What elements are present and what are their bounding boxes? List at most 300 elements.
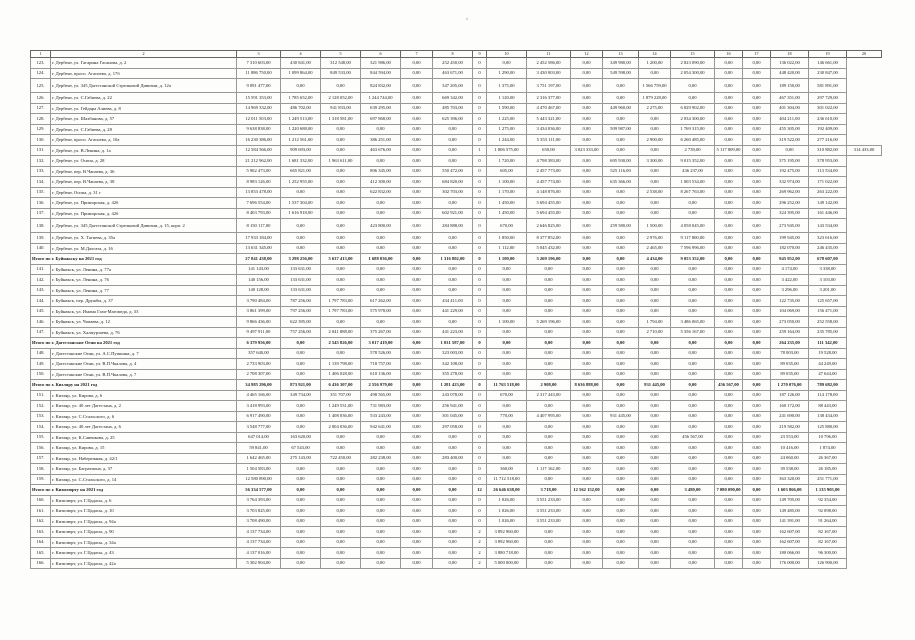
value-cell: 0,00	[281, 422, 321, 433]
row-number-cell: Итого по г. Дагестанские Огни на 2021 год	[31, 338, 237, 349]
value-cell: 0,00	[671, 93, 715, 104]
value-cell: 0,00	[603, 296, 639, 307]
value-cell: 463 671,00	[433, 68, 473, 79]
value-cell: 5 356 167,00	[671, 327, 715, 338]
value-cell: 0,00	[715, 166, 743, 177]
value-cell: 0,00	[603, 114, 639, 125]
row-number-cell: 154.	[31, 422, 51, 433]
table-row	[31, 464, 882, 475]
value-cell: 3 892 960,00	[487, 527, 527, 538]
value-cell: 82 167,00	[809, 537, 847, 548]
column-header-15: 15	[671, 51, 715, 58]
value-cell: 0,00	[743, 103, 771, 114]
value-cell: 0	[473, 264, 487, 275]
value-cell: 0,00	[487, 348, 527, 359]
value-cell: 0,00	[671, 558, 715, 569]
value-cell: 3 892 960,00	[487, 537, 527, 548]
value-cell: 2 054 300,00	[671, 68, 715, 79]
value-cell: 277 216,00	[809, 135, 847, 146]
value-cell: 0,00	[361, 233, 401, 244]
value-cell: 3 880 718,00	[487, 548, 527, 559]
value-cell: 1 003 534,00	[671, 177, 715, 188]
value-cell: 1 109,00	[487, 254, 527, 265]
value-cell: 0,00	[571, 93, 603, 104]
value-cell: 0,00	[603, 187, 639, 198]
value-cell: 0,00	[401, 348, 433, 359]
value-cell: 0,00	[671, 495, 715, 506]
value-cell: 0,00	[639, 516, 671, 527]
value-cell: 622 395,00	[281, 317, 321, 328]
value-cell: 26 367,00	[809, 453, 847, 464]
table-row	[31, 411, 882, 422]
value-cell: 0,00	[321, 527, 361, 538]
row-number-cell: 149.	[31, 359, 51, 370]
column-header-9: 9	[473, 51, 487, 58]
value-cell: 1 031 587,00	[433, 338, 473, 349]
value-cell: 0,00	[571, 495, 603, 506]
value-cell: 192 475,00	[771, 166, 809, 177]
value-cell: 0,00	[571, 114, 603, 125]
value-cell: 0,00	[571, 558, 603, 569]
value-cell: 1 244,00	[487, 135, 527, 146]
value-cell: 0,00	[639, 285, 671, 296]
value-cell: 2 708 307,00	[237, 369, 281, 380]
value-cell: 0,00	[715, 537, 743, 548]
value-cell: 0,00	[639, 68, 671, 79]
value-cell: 456 567,00	[715, 380, 743, 391]
value-cell: 133 631,00	[281, 285, 321, 296]
table-row	[31, 537, 882, 548]
value-cell: 21 212 962,00	[237, 156, 281, 167]
value-cell: 0,00	[401, 114, 433, 125]
value-cell: 0,00	[571, 264, 603, 275]
row-number-cell: 143.	[31, 285, 51, 296]
value-cell: 0,00	[571, 359, 603, 370]
row-number-cell: 152.	[31, 401, 51, 412]
value-cell: 0,00	[603, 527, 639, 538]
value-cell: 434 411,00	[433, 296, 473, 307]
value-cell: 34 985 296,00	[237, 380, 281, 391]
value-cell: 0,00	[571, 296, 603, 307]
value-cell: 942 641,00	[361, 422, 401, 433]
table-row	[31, 145, 882, 156]
row-number-cell: 164.	[31, 537, 51, 548]
value-cell: 0,00	[527, 296, 571, 307]
value-cell: 0,00	[433, 233, 473, 244]
value-cell: 2 733 903,00	[237, 359, 281, 370]
value-cell: 0,00	[401, 264, 433, 275]
value-cell: 909 693,00	[281, 145, 321, 156]
value-cell: 0,00	[743, 79, 771, 93]
value-cell: 797 256,00	[281, 306, 321, 317]
table-row	[31, 243, 882, 254]
value-cell: 0,00	[603, 145, 639, 156]
value-cell: 0,00	[743, 275, 771, 286]
value-cell: 0,00	[571, 548, 603, 559]
value-cell: 264 235,00	[771, 338, 809, 349]
value-cell: 2	[473, 537, 487, 548]
address-cell: г. Кизляр, ул. К.Савенкова, д. 25	[51, 432, 237, 443]
table-row	[31, 401, 882, 412]
value-cell: 1 270 076,00	[771, 380, 809, 391]
value-cell: 0,00	[639, 422, 671, 433]
value-cell: 5 302 904,00	[237, 558, 281, 569]
value-cell: 0,00	[671, 380, 715, 391]
value-cell: 17 933 184,00	[237, 233, 281, 244]
value-cell: 669 342,00	[433, 93, 473, 104]
value-cell: 0,00	[527, 401, 571, 412]
value-cell: 4 174,00	[771, 264, 809, 275]
value-cell: 0	[473, 380, 487, 391]
value-cell: 0,00	[361, 485, 401, 496]
value-cell: 0,00	[715, 198, 743, 209]
value-cell: 0	[473, 474, 487, 485]
value-cell: 0,00	[433, 537, 473, 548]
value-cell: 0,00	[571, 166, 603, 177]
address-cell: г. Буйнакск, ул. Халмурзаева, д. 76	[51, 327, 237, 338]
value-cell: 0,00	[603, 264, 639, 275]
value-cell: 0,00	[671, 275, 715, 286]
value-cell: 0,00	[715, 79, 743, 93]
value-cell: 0,00	[715, 401, 743, 412]
value-cell: 0,00	[401, 177, 433, 188]
value-cell: 941 833,00	[321, 103, 361, 114]
value-cell: 360,00	[487, 464, 527, 475]
value-cell: 19 528,00	[809, 348, 847, 359]
value-cell: 349 980,00	[603, 58, 639, 69]
value-cell: 6 379 956,00	[237, 338, 281, 349]
value-cell: 0,00	[603, 506, 639, 517]
value-cell: 8 636 888,00	[571, 380, 603, 391]
value-cell: 0,00	[321, 432, 361, 443]
value-cell: 11 763 518,00	[487, 380, 527, 391]
value-cell: 0,00	[361, 264, 401, 275]
value-cell: 0,00	[639, 548, 671, 559]
table-row	[31, 548, 882, 559]
value-cell: 873 921,00	[281, 380, 321, 391]
value-cell: 0,00	[571, 254, 603, 265]
value-cell: 3 548 777,00	[237, 422, 281, 433]
value-cell: 1 026,00	[487, 495, 527, 506]
value-cell: 0	[473, 432, 487, 443]
value-cell: 0	[473, 124, 487, 135]
value-cell: 441 229,00	[433, 306, 473, 317]
value-cell: 0,00	[639, 390, 671, 401]
value-cell: 0,00	[715, 317, 743, 328]
value-cell: 0,00	[639, 198, 671, 209]
value-cell: 301 045,00	[433, 411, 473, 422]
table-row	[31, 103, 882, 114]
value-cell: 1 275,00	[487, 124, 527, 135]
value-cell: 1 450,00	[487, 208, 527, 219]
value-cell: 0,00	[715, 327, 743, 338]
value-cell: 0,00	[321, 187, 361, 198]
value-cell: 189 150,00	[771, 79, 809, 93]
value-cell: 0,00	[321, 264, 361, 275]
value-cell: 3 751 197,00	[527, 79, 571, 93]
value-cell: 0,00	[715, 558, 743, 569]
value-cell: 0,00	[527, 537, 571, 548]
value-cell: 0,00	[639, 338, 671, 349]
value-cell: 0,00	[281, 506, 321, 517]
value-cell: 1 100,00	[487, 317, 527, 328]
value-cell: 273 945,00	[771, 219, 809, 233]
value-cell: 8 267 763,00	[671, 187, 715, 198]
value-cell: 0,00	[571, 219, 603, 233]
value-cell: 0,00	[321, 516, 361, 527]
value-cell: 136 022,00	[771, 58, 809, 69]
row-number-cell: 136.	[31, 198, 51, 209]
value-cell: 0,00	[321, 79, 361, 93]
row-number-cell: 156.	[31, 443, 51, 454]
value-cell: 3 201,00	[809, 285, 847, 296]
value-cell: 284 888,00	[433, 219, 473, 233]
value-cell: 2 457 773,00	[527, 166, 571, 177]
value-cell: 0,00	[743, 369, 771, 380]
value-cell: 10 416,00	[771, 443, 809, 454]
value-cell: 467 351,00	[771, 93, 809, 104]
value-cell: 219 582,00	[771, 422, 809, 433]
value-cell: 0,00	[361, 208, 401, 219]
value-cell: 0,00	[281, 411, 321, 422]
value-cell: 0,00	[715, 124, 743, 135]
table-row	[31, 187, 882, 198]
value-cell: 0	[473, 285, 487, 296]
value-cell: 0,00	[603, 338, 639, 349]
value-cell: 5 694 455,00	[527, 198, 571, 209]
value-cell: 0,00	[401, 208, 433, 219]
value-cell: 2 128 052,00	[321, 93, 361, 104]
value-cell: 549 598,00	[603, 68, 639, 79]
value-cell: 0,00	[487, 369, 527, 380]
value-cell: 0	[473, 390, 487, 401]
value-cell: 0,00	[401, 338, 433, 349]
value-cell: 156 471,00	[809, 306, 847, 317]
value-cell: 7 310 603,00	[237, 58, 281, 69]
value-cell: 160 172,00	[771, 401, 809, 412]
address-cell: г. Дербент, просп. Агасиева, д. 10а	[51, 135, 237, 146]
row-number-cell: 123.	[31, 58, 51, 69]
table-row	[31, 432, 882, 443]
value-cell: 0,00	[571, 156, 603, 167]
value-cell: 0,00	[743, 516, 771, 527]
value-cell: 0,00	[361, 317, 401, 328]
value-cell: 0,00	[743, 527, 771, 538]
value-cell: 12 562 152,00	[571, 485, 603, 496]
column-header-20: 20	[847, 51, 882, 58]
value-cell: 141 143,00	[237, 264, 281, 275]
value-cell: 2 465,00	[639, 243, 671, 254]
value-cell: 375 267,00	[361, 327, 401, 338]
value-cell: 0,00	[401, 422, 433, 433]
value-cell: 0,00	[715, 474, 743, 485]
value-cell: 0,00	[487, 306, 527, 317]
value-cell: 259 164,00	[771, 327, 809, 338]
value-cell: 0,00	[321, 506, 361, 517]
value-cell: 2 034 300,00	[671, 114, 715, 125]
row-number-cell: 139.	[31, 233, 51, 244]
value-cell: 0,00	[571, 198, 603, 209]
address-cell: г. Кизилюрт, ул. Г.Цадасы, д. 10	[51, 506, 237, 517]
value-cell: 0,00	[361, 432, 401, 443]
value-cell: 0,00	[671, 208, 715, 219]
value-cell: 252 558,00	[809, 317, 847, 328]
value-cell: 125 880,00	[809, 422, 847, 433]
value-cell: 3 861 399,00	[237, 306, 281, 317]
address-cell: г. Кизляр, ул. С.Стальского, д. 6	[51, 411, 237, 422]
value-cell: 1 408 036,00	[321, 411, 361, 422]
address-cell: г. Дагестанские Огни, ул. В.П.Чкалова, д. 4	[51, 359, 237, 370]
value-cell: 0,00	[321, 219, 361, 233]
value-cell: 0	[473, 187, 487, 198]
value-cell: 0,00	[361, 198, 401, 209]
value-cell: 436 237,00	[671, 166, 715, 177]
value-cell: 647 014,00	[237, 432, 281, 443]
address-cell: г. Кизляр, ул. Кирова, д. 6	[51, 390, 237, 401]
value-cell: 1 785 652,00	[281, 93, 321, 104]
value-cell: 0,00	[603, 327, 639, 338]
value-cell: 12 584 566,00	[237, 145, 281, 156]
value-cell: 3 300,00	[639, 156, 671, 167]
value-cell: 1 794,00	[639, 317, 671, 328]
value-cell: 0,00	[571, 506, 603, 517]
row-number-cell: Итого по г. Буйнакску на 2021 год	[31, 254, 237, 265]
table-row	[31, 166, 882, 177]
value-cell: 0,00	[361, 495, 401, 506]
address-cell: г. Кизляр, ул. Кирова, д. 15	[51, 443, 237, 454]
value-cell: 133 631,00	[281, 275, 321, 286]
value-cell: 0	[473, 401, 487, 412]
value-cell: 1 879 228,00	[639, 93, 671, 104]
value-cell: 0,00	[639, 411, 671, 422]
value-cell: 0	[473, 233, 487, 244]
value-cell: 0,00	[639, 369, 671, 380]
value-cell: 3 418 993,00	[237, 401, 281, 412]
value-cell: 0,00	[603, 233, 639, 244]
value-cell: 0,00	[715, 285, 743, 296]
value-cell: 0,00	[401, 219, 433, 233]
value-cell: 8 150 117,00	[237, 219, 281, 233]
value-cell: 133 631,00	[281, 264, 321, 275]
value-cell: 0,00	[603, 474, 639, 485]
value-cell: 9 866 436,00	[237, 317, 281, 328]
value-cell: 0,00	[321, 495, 361, 506]
value-cell: 0,00	[281, 233, 321, 244]
value-cell: 0,00	[433, 506, 473, 517]
value-cell: 0,00	[401, 401, 433, 412]
value-cell: 67 543,00	[281, 443, 321, 454]
value-cell: 342 108,00	[433, 359, 473, 370]
value-cell: 0,00	[743, 208, 771, 219]
value-cell: 602 921,00	[433, 208, 473, 219]
value-cell: 0,00	[571, 527, 603, 538]
value-cell: 5 637 413,00	[321, 254, 361, 265]
value-cell: 2 710,00	[639, 327, 671, 338]
value-cell: 4 137 016,00	[237, 548, 281, 559]
value-cell: 0,00	[571, 135, 603, 146]
address-cell: г. Дагестанские Огни, ул. В.П.Чкалова, д. 7	[51, 369, 237, 380]
value-cell: 0,00	[487, 401, 527, 412]
row-number-cell: 129.	[31, 124, 51, 135]
table-row	[31, 453, 882, 464]
value-cell: 6 917 490,00	[237, 411, 281, 422]
value-cell: 0,00	[743, 187, 771, 198]
value-cell: 14 969 332,00	[237, 103, 281, 114]
value-cell: 0,00	[743, 233, 771, 244]
table-row	[31, 93, 882, 104]
value-cell: 0,00	[743, 166, 771, 177]
value-cell: 665 821,00	[281, 166, 321, 177]
value-cell: 0,00	[281, 369, 321, 380]
value-cell: 0,00	[639, 275, 671, 286]
value-cell: 1 688 036,00	[361, 254, 401, 265]
value-cell: 3 551 233,00	[527, 506, 571, 517]
address-cell: г. Кизляр, ул. С.Стальского, д. 14	[51, 474, 237, 485]
value-cell: 162 607,00	[771, 537, 809, 548]
value-cell: 0,00	[603, 198, 639, 209]
value-cell: 0,00	[401, 411, 433, 422]
value-cell: 0,00	[715, 68, 743, 79]
value-cell: 44 249,00	[809, 359, 847, 370]
value-cell: 0,00	[401, 359, 433, 370]
value-cell: 0,00	[671, 474, 715, 485]
value-cell: 0,00	[281, 548, 321, 559]
address-cell: г. Дербент, ул. 345 Дагестанской Стрелковой Дивизии, д. 12а	[51, 79, 237, 93]
value-cell: 0,00	[603, 516, 639, 527]
value-cell: 0,00	[401, 317, 433, 328]
value-cell: 0,00	[743, 145, 771, 156]
row-number-cell: 137.	[31, 208, 51, 219]
value-cell: 5 117 809,00	[715, 145, 743, 156]
value-cell: 0,00	[527, 338, 571, 349]
value-cell: 0,00	[639, 527, 671, 538]
value-cell: 3 703 825,00	[237, 506, 281, 517]
value-cell: 550 472,00	[433, 166, 473, 177]
value-cell: 4 137 734,00	[237, 527, 281, 538]
value-cell: 0,00	[321, 135, 361, 146]
value-cell: 0,00	[361, 537, 401, 548]
address-cell: г. Дербент, Осипа, д. 31 г	[51, 187, 237, 198]
value-cell: 0	[473, 464, 487, 475]
value-cell: 0,00	[715, 390, 743, 401]
value-cell: 404 211,00	[771, 114, 809, 125]
value-cell: 263 222,00	[809, 187, 847, 198]
row-number-cell: 144.	[31, 296, 51, 307]
value-cell: 0	[473, 495, 487, 506]
value-cell: 0,00	[281, 558, 321, 569]
value-cell: 0,00	[487, 338, 527, 349]
value-cell: 0,00	[715, 411, 743, 422]
table-body	[31, 58, 882, 569]
value-cell: 0,00	[401, 198, 433, 209]
value-cell: 324 395,00	[771, 208, 809, 219]
value-cell: 5 443 321,00	[527, 114, 571, 125]
value-cell: 323 616,00	[809, 233, 847, 244]
value-cell: 1 590,00	[487, 103, 527, 114]
value-cell: 0,00	[639, 124, 671, 135]
value-cell: 0,00	[281, 474, 321, 485]
table-row	[31, 306, 882, 317]
value-cell: 0,00	[361, 275, 401, 286]
value-cell: 187 126,00	[771, 390, 809, 401]
value-cell: 639 295,00	[361, 103, 401, 114]
value-cell: 412 300,00	[361, 177, 401, 188]
value-cell: 0,00	[527, 306, 571, 317]
value-cell: 163 620,00	[281, 432, 321, 443]
value-cell: 0,00	[401, 58, 433, 69]
address-cell: г. Дербент, пер. В.Чапаева, д. 36	[51, 166, 237, 177]
value-cell: 0,00	[671, 422, 715, 433]
